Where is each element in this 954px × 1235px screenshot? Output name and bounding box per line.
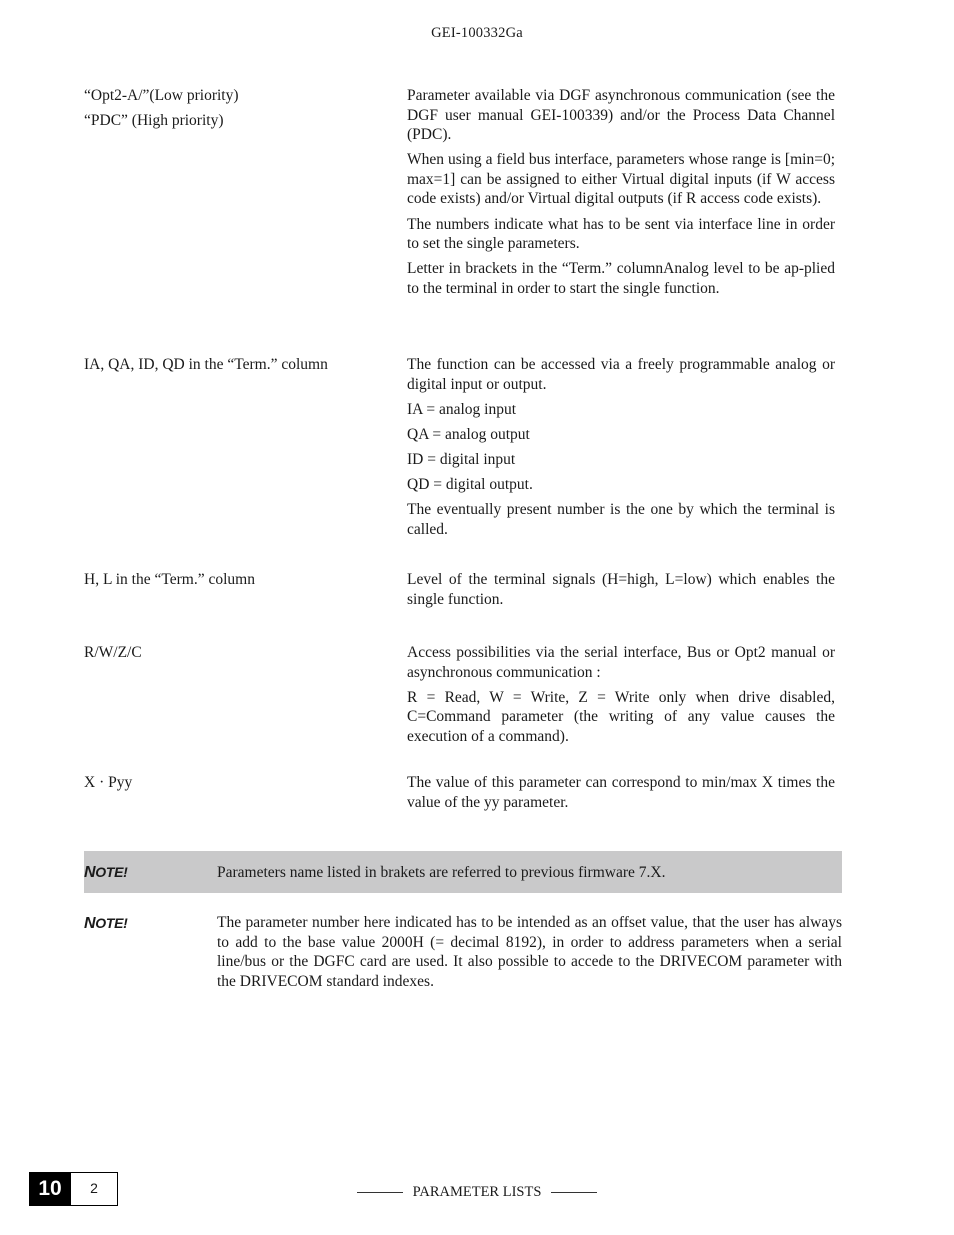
definition-term <box>84 570 384 595</box>
definition-term <box>84 86 384 136</box>
description-paragraph: R = Read, W = Write, Z = Write only when drive disabled, C=Command parameter (the writing of any value causes the execution of a command). <box>407 688 835 745</box>
footer-rule-right <box>551 1192 597 1193</box>
description-paragraph: The function can be accessed via a freely programmable analog or digital input or output. <box>407 356 835 393</box>
description-paragraph: ID = digital input <box>407 450 516 468</box>
definition-description <box>407 355 835 545</box>
description-paragraph: When using a field bus interface, parameters whose range is [min=0; max=1] can be assigned to either Virtual digital inputs (if W access code exists) and/or Virtual digital outputs (if R access code exists). <box>407 151 835 208</box>
description-paragraph: The value of this parameter can correspond to min/max X times the value of the yy parameter. <box>407 774 835 811</box>
note-label-initial: N <box>84 915 96 932</box>
term-line: IA, QA, ID, QD in the “Term.” column <box>84 356 328 373</box>
description-paragraph: IA = analog input <box>407 400 517 418</box>
definition-term <box>84 773 384 798</box>
term-line: “PDC” (High priority) <box>84 112 224 130</box>
note-box <box>84 913 842 997</box>
note-text: Parameters name listed in brakets are referred to previous firmware 7.X. <box>217 864 666 881</box>
note-text: The parameter number here indicated has to be intended as an offset value, that the user has always to add to the base value 2000H (= decimal 8192), in order to address parameters when a serial line/bus or the DGFC card are used. It also possible to accede to the DRIVECOM parameter with the DRIVECOM standard indexes. <box>217 914 842 990</box>
note-box <box>84 851 842 893</box>
description-paragraph: The numbers indicate what has to be sent via interface line in order to set the single parameters. <box>407 215 835 253</box>
chapter-number: 10 <box>29 1172 71 1206</box>
term-line: R/W/Z/C <box>84 644 142 661</box>
description-paragraph: Level of the terminal signals (H=high, L=low) which enables the single function. <box>407 571 835 608</box>
definition-term <box>84 643 384 668</box>
note-label-rest: OTE! <box>95 864 128 880</box>
term-line: H, L in the “Term.” column <box>84 571 255 588</box>
page-number: 2 <box>71 1172 118 1206</box>
note-label <box>84 914 128 934</box>
note-label <box>84 863 128 883</box>
footer-section-title: PARAMETER LISTS <box>412 1184 542 1200</box>
note-label-initial: N <box>84 864 96 881</box>
definition-description <box>407 773 835 818</box>
description-paragraph: QA = analog output <box>407 425 530 443</box>
description-paragraph: Parameter available via DGF asynchronous communication (see the DGF user manual GEI-100339) and/or the Process Data Channel (PDC). <box>407 87 835 144</box>
footer-rule-left <box>357 1192 403 1193</box>
description-paragraph: QD = digital output. <box>407 475 533 493</box>
definition-description <box>407 86 835 304</box>
definition-term <box>84 355 384 380</box>
note-label-rest: OTE! <box>95 915 128 931</box>
definition-description <box>407 643 835 752</box>
footer-section <box>0 1183 954 1203</box>
term-line: X · Pyy <box>84 774 133 791</box>
document-code: GEI-100332Ga <box>431 25 523 41</box>
definition-description <box>407 570 835 615</box>
description-paragraph: Access possibilities via the serial interface, Bus or Opt2 manual or asynchronous communication : <box>407 644 835 681</box>
description-paragraph: Letter in brackets in the “Term.” columnAnalog level to be ap-plied to the terminal in order to start the single function. <box>407 260 835 297</box>
term-line: “Opt2-A/”(Low priority) <box>84 87 239 104</box>
description-paragraph: The eventually present number is the one by which the terminal is called. <box>407 501 835 538</box>
